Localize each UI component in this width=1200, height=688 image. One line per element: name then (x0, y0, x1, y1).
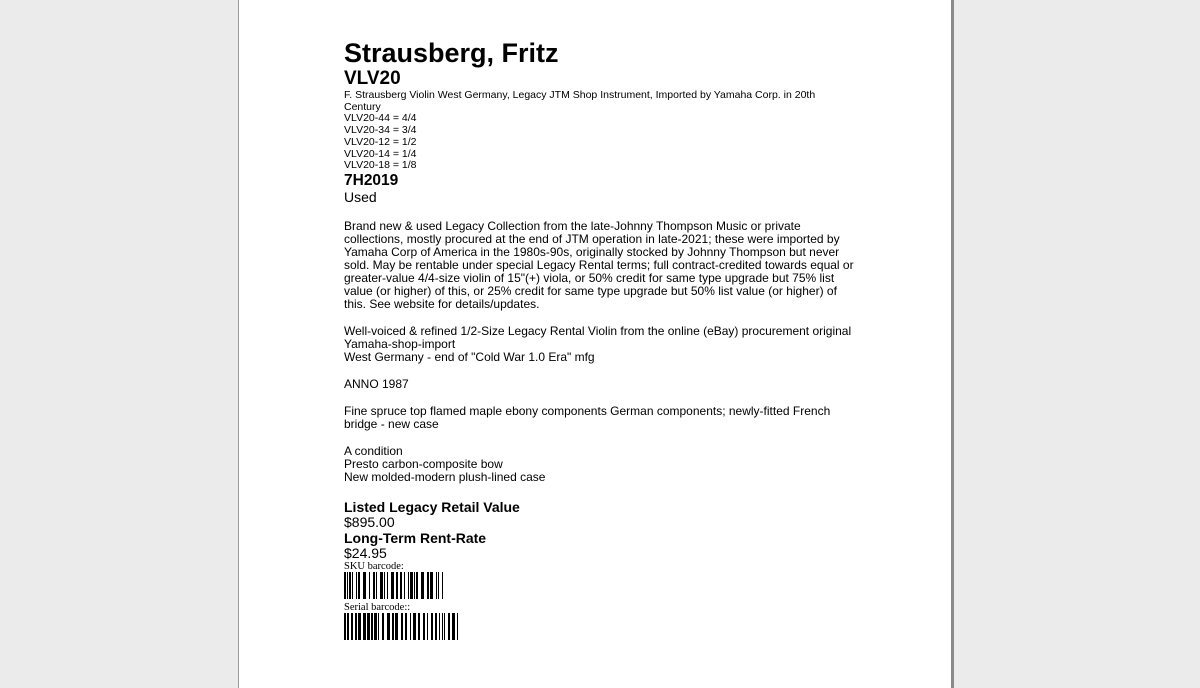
barcode-bar (376, 572, 377, 599)
barcode-bar (438, 572, 439, 599)
barcode-bar (378, 613, 379, 640)
violin-summary-paragraph (344, 325, 854, 364)
barcode-bar (416, 572, 418, 599)
size-item: VLV20-12 = 1/2 (344, 135, 417, 148)
barcode-bar (392, 613, 394, 640)
barcode-bar (382, 613, 384, 640)
barcode-bar (442, 613, 443, 640)
size-item: VLV20-14 = 1/4 (344, 147, 417, 160)
barcode-bar (371, 613, 373, 640)
barcode-bar (358, 572, 360, 599)
barcode-bar (401, 613, 403, 640)
barcode-bar (439, 613, 440, 640)
barcode-bar (410, 613, 411, 640)
components-paragraph: Fine spruce top flamed maple ebony components German components; newly-fitted French bridge - new case (344, 403, 831, 431)
barcode-bar (421, 572, 424, 599)
barcode-bar (414, 572, 415, 599)
sku-barcode-label: SKU barcode: (344, 560, 404, 572)
maker-title: Strausberg, Fritz (344, 38, 559, 68)
size-item: VLV20-18 = 1/8 (344, 159, 417, 172)
barcode-bar (427, 572, 429, 599)
violin-summary-line: Well-voiced & refined 1/2-Size Legacy Rental Violin from the online (eBay) procurement original Yamaha-shop-import (344, 323, 852, 351)
barcode-bar (444, 613, 445, 640)
barcode-bar (410, 572, 413, 599)
barcode-bar (374, 613, 377, 640)
barcode-bar (358, 613, 361, 640)
origin-line: West Germany - end of "Cold War 1.0 Era" mfg (344, 349, 595, 364)
barcode-bar (435, 613, 437, 640)
case-detail-line: New molded-modern plush-lined case (344, 469, 546, 484)
barcode-bar (363, 572, 366, 599)
barcode-bar (457, 613, 458, 640)
barcode-bar (423, 613, 425, 640)
legacy-collection-paragraph: Brand new & used Legacy Collection from the late-Johnny Thompson Music or private collections, mostly procured at the end of JTM operation in late-2021; these were imported by Yamaha Corp of America in the 1980s-90s, originally stocked by Johnny Thompson but never sold. May be rentable under special Legacy Rental terms; full contract-credited towards equal or greater-value 4/4-size violin of 15"(+) viola, or 50% credit for same type upgrade but 75% list value (or higher) of this, or 25% credit for same type upgrade but 50% list value (or higher) of this. See website for details/updates. (344, 218, 854, 311)
barcode-bar (452, 613, 455, 640)
sku-barcode (344, 572, 444, 599)
barcode-bar (351, 613, 353, 640)
condition-details (344, 445, 854, 484)
barcode-bar (387, 613, 390, 640)
barcode-bar (387, 572, 388, 599)
barcode-bar (369, 572, 370, 599)
barcode-bar (347, 613, 349, 640)
barcode-bar (418, 613, 420, 640)
barcode-bar (448, 613, 450, 640)
barcode-bar (408, 572, 409, 599)
barcode-bar (405, 613, 407, 640)
barcode-bar (427, 613, 428, 640)
document-page (238, 0, 954, 688)
barcode-bar (404, 572, 405, 599)
condition-detail-line: A condition (344, 443, 403, 458)
barcode-bar (395, 613, 398, 640)
barcode-bar (442, 572, 443, 599)
rent-rate-label: Long-Term Rent-Rate (344, 529, 487, 546)
bow-detail-line: Presto carbon-composite bow (344, 456, 503, 471)
rent-rate-value: $24.95 (344, 544, 387, 561)
barcode-bar (391, 572, 394, 599)
serial-barcode-label: Serial barcode:: (344, 601, 411, 613)
barcode-bar (367, 613, 370, 640)
condition-label: Used (344, 188, 377, 205)
barcode-bar (363, 613, 366, 640)
barcode-bar (400, 572, 402, 599)
barcode-bar (355, 613, 357, 640)
barcode-bar (431, 613, 433, 640)
retail-value: $895.00 (344, 513, 395, 530)
barcode-bar (436, 572, 437, 599)
barcode-bar (352, 572, 353, 599)
barcode-bar (396, 572, 398, 599)
barcode-bar (344, 572, 346, 599)
size-list (344, 113, 854, 172)
instrument-description: F. Strausberg Violin West Germany, Legacy JTM Shop Instrument, Imported by Yamaha Corp. in 20th Century (344, 89, 816, 113)
barcode-bar (430, 572, 433, 599)
size-item: VLV20-34 = 3/4 (344, 124, 417, 137)
barcode-bar (347, 572, 348, 599)
listing-content (344, 38, 854, 640)
barcode-bar (413, 613, 416, 640)
serial-barcode (344, 613, 458, 640)
anno-year: ANNO 1987 (344, 376, 409, 391)
retail-value-label: Listed Legacy Retail Value (344, 498, 520, 515)
barcode-bar (373, 572, 375, 599)
barcode-bar (349, 572, 351, 599)
serial-number: 7H2019 (344, 171, 399, 189)
barcode-bar (384, 572, 385, 599)
barcode-bar (344, 613, 346, 640)
size-item: VLV20-44 = 4/4 (344, 112, 417, 125)
barcode-bar (356, 572, 357, 599)
barcode-bar (380, 572, 383, 599)
model-number: VLV20 (344, 68, 401, 89)
